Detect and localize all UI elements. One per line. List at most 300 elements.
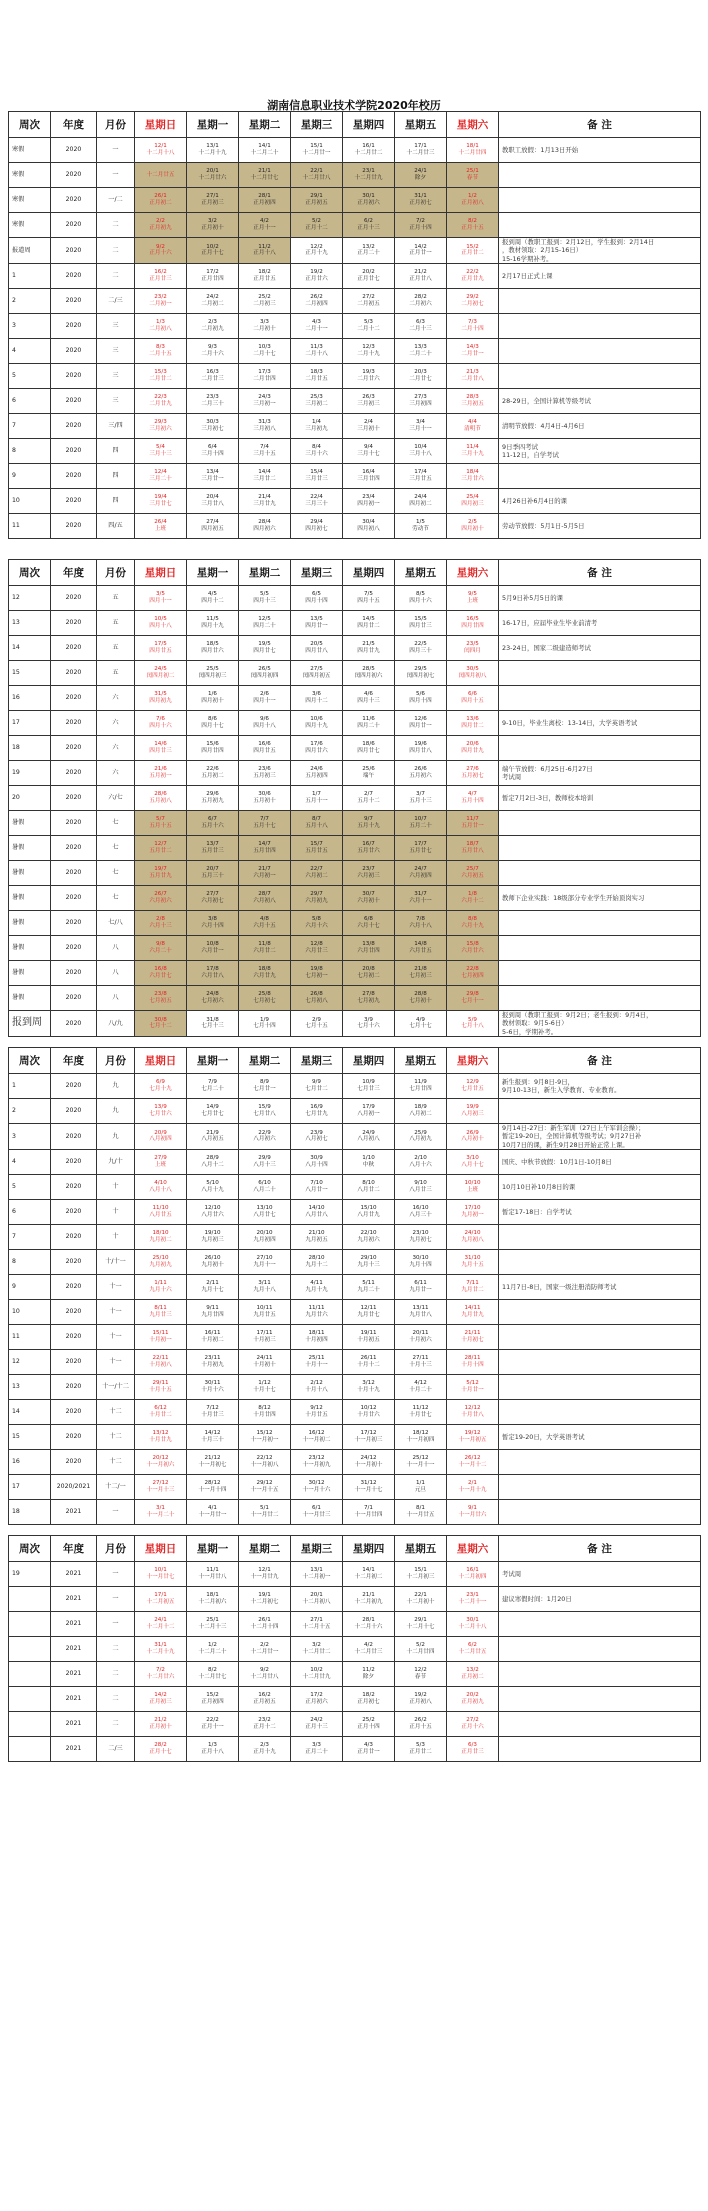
month-cell: 十/十一 xyxy=(97,1249,135,1274)
solar-date: 8/9 xyxy=(259,1079,269,1086)
week-row xyxy=(9,363,701,388)
month-cell: 九 xyxy=(97,1099,135,1124)
week-cell: 15 xyxy=(9,661,51,686)
solar-date: 13/10 xyxy=(256,1205,273,1211)
lunar-date: 四月廿一 xyxy=(305,623,328,629)
lunar-date: 上班 xyxy=(466,598,479,604)
day-cell xyxy=(239,263,291,288)
lunar-date: 七月十四 xyxy=(253,1023,276,1030)
lunar-date: 五月十六 xyxy=(201,823,224,829)
lunar-date: 四月十四 xyxy=(409,698,432,704)
day-cell xyxy=(187,1499,239,1524)
day-cell xyxy=(395,388,447,413)
lunar-date: 四月十五 xyxy=(357,598,380,604)
solar-date: 1/6 xyxy=(207,691,217,698)
lunar-date: 正月初二 xyxy=(461,1674,484,1680)
day-cell xyxy=(239,1662,291,1687)
note-cell xyxy=(499,1324,701,1349)
solar-date: 3/7 xyxy=(415,791,425,798)
month-header: 月份 xyxy=(97,112,135,138)
day-cell xyxy=(239,1149,291,1174)
week-row xyxy=(9,1424,701,1449)
solar-date: 18/4 xyxy=(466,469,479,475)
solar-date: 22/1 xyxy=(414,1592,427,1599)
day-cell xyxy=(447,313,499,338)
day-cell xyxy=(291,163,343,188)
lunar-date: 三月初十 xyxy=(357,425,380,432)
solar-date: 22/9 xyxy=(258,1129,271,1136)
day-cell xyxy=(395,1274,447,1299)
lunar-date: 八月初五 xyxy=(201,1136,224,1143)
lunar-date: 六月初二 xyxy=(305,873,328,879)
solar-date: 16/1 xyxy=(362,143,375,150)
solar-date: 14/2 xyxy=(154,1692,167,1699)
solar-date: 5/1 xyxy=(259,1505,269,1511)
lunar-date: 闰四月初五 xyxy=(302,673,331,679)
day-cell xyxy=(135,338,187,363)
solar-date: 3/2 xyxy=(311,1642,321,1649)
lunar-date: 十一月十四 xyxy=(198,1486,227,1493)
year-cell: 2020 xyxy=(51,1099,97,1124)
weekday-header: 星期二 xyxy=(239,1048,291,1074)
lunar-date: 二月十六 xyxy=(201,350,224,357)
lunar-date: 十一月初九 xyxy=(302,1461,331,1468)
year-cell: 2020 xyxy=(51,238,97,264)
solar-date: 16/11 xyxy=(204,1330,221,1336)
day-cell xyxy=(135,1637,187,1662)
lunar-date: 十一月十六 xyxy=(302,1486,331,1493)
solar-date: 8/2 xyxy=(207,1667,217,1674)
lunar-date: 五月十一 xyxy=(305,798,328,804)
day-cell xyxy=(447,138,499,163)
lunar-date: 九月廿八 xyxy=(409,1311,432,1318)
day-cell xyxy=(187,711,239,736)
day-cell xyxy=(239,338,291,363)
year-cell: 2020 xyxy=(51,786,97,811)
month-cell: 七/八 xyxy=(97,911,135,936)
week-cell: 9 xyxy=(9,463,51,488)
solar-date: 16/3 xyxy=(206,369,219,375)
day-cell xyxy=(291,886,343,911)
solar-date: 10/2 xyxy=(206,243,219,250)
lunar-date: 二月廿八 xyxy=(461,375,484,382)
lunar-date: 三月廿二 xyxy=(253,475,276,482)
day-cell xyxy=(343,1449,395,1474)
month-cell: 一 xyxy=(97,1562,135,1587)
year-cell: 2021 xyxy=(51,1712,97,1737)
solar-date: 2/3 xyxy=(207,319,217,325)
day-cell xyxy=(395,986,447,1011)
lunar-date: 十二月廿七 xyxy=(250,175,279,181)
day-cell xyxy=(395,686,447,711)
solar-date: 12/4 xyxy=(154,469,167,475)
day-cell xyxy=(135,388,187,413)
day-cell xyxy=(395,1474,447,1499)
month-cell: 十一 xyxy=(97,1349,135,1374)
lunar-date: 十一月十二 xyxy=(458,1461,487,1468)
solar-date: 14/3 xyxy=(466,344,479,350)
year-cell: 2020 xyxy=(51,1074,97,1099)
week-cell: 8 xyxy=(9,438,51,463)
day-cell xyxy=(239,438,291,463)
notes-header: 备 注 xyxy=(499,1536,701,1562)
week-cell: 14 xyxy=(9,1399,51,1424)
day-cell xyxy=(395,363,447,388)
solar-date: 18/6 xyxy=(362,741,375,748)
lunar-date: 六月二十 xyxy=(149,948,172,954)
solar-date: 21/3 xyxy=(466,369,479,375)
month-cell: 五 xyxy=(97,611,135,636)
day-cell xyxy=(395,961,447,986)
month-cell: 五 xyxy=(97,586,135,611)
lunar-date: 闰四月 xyxy=(464,648,481,654)
day-cell xyxy=(395,138,447,163)
month-cell: 六 xyxy=(97,686,135,711)
solar-date: 28/1 xyxy=(258,193,271,200)
note-cell: 2月17日正式上课 xyxy=(499,263,701,288)
day-cell xyxy=(343,1662,395,1687)
solar-date: 12/11 xyxy=(360,1305,377,1311)
lunar-date: 四月廿二 xyxy=(461,723,484,729)
lunar-date: 三月廿六 xyxy=(461,475,484,482)
solar-date: 5/11 xyxy=(362,1280,375,1286)
lunar-date: 七月初八 xyxy=(305,998,328,1004)
week-row xyxy=(9,586,701,611)
solar-date: 13/9 xyxy=(154,1104,167,1111)
day-cell xyxy=(239,1324,291,1349)
year-cell: 2021 xyxy=(51,1737,97,1762)
lunar-date: 十二月十二 xyxy=(146,1624,175,1630)
lunar-date: 四月十一 xyxy=(149,598,172,604)
lunar-date: 十二月十九 xyxy=(146,1649,175,1655)
solar-date: 18/1 xyxy=(466,143,479,150)
solar-date: 19/8 xyxy=(310,966,323,973)
note-cell xyxy=(499,338,701,363)
solar-date: 25/1 xyxy=(466,168,479,175)
year-cell: 2021 xyxy=(51,1499,97,1524)
day-cell xyxy=(343,188,395,213)
lunar-date: 六月廿七 xyxy=(149,973,172,979)
day-cell xyxy=(239,1249,291,1274)
lunar-date: 十二月十八 xyxy=(458,1624,487,1630)
day-cell xyxy=(343,936,395,961)
lunar-date: 九月二十 xyxy=(357,1286,380,1293)
solar-date: 2/1 xyxy=(467,1480,477,1486)
note-cell: 考试周 xyxy=(499,1562,701,1587)
day-cell xyxy=(187,188,239,213)
solar-date: 9/12 xyxy=(310,1405,323,1411)
lunar-date: 十二月廿一 xyxy=(250,1649,279,1655)
month-cell: 三/四 xyxy=(97,413,135,438)
solar-date: 17/2 xyxy=(206,269,219,275)
solar-date: 13/2 xyxy=(466,1667,479,1674)
weekday-header: 星期六 xyxy=(447,1048,499,1074)
day-cell xyxy=(447,1712,499,1737)
year-cell: 2020 xyxy=(51,413,97,438)
solar-date: 22/4 xyxy=(310,494,323,500)
solar-date: 31/1 xyxy=(154,1642,167,1649)
solar-date: 12/2 xyxy=(414,1667,427,1674)
week-row xyxy=(9,961,701,986)
day-cell xyxy=(187,388,239,413)
day-cell xyxy=(187,1687,239,1712)
day-cell xyxy=(447,1737,499,1762)
week-cell: 暑假 xyxy=(9,986,51,1011)
day-cell xyxy=(343,1249,395,1274)
day-cell xyxy=(447,1449,499,1474)
weekday-header: 星期五 xyxy=(395,1048,447,1074)
day-cell xyxy=(343,1299,395,1324)
day-cell xyxy=(239,811,291,836)
day-cell xyxy=(343,1099,395,1124)
solar-date: 22/1 xyxy=(310,168,323,175)
lunar-date: 四月初二 xyxy=(409,500,432,507)
day-cell xyxy=(187,1274,239,1299)
lunar-date: 八月初十 xyxy=(461,1136,484,1143)
solar-date: 6/3 xyxy=(467,1742,477,1749)
lunar-date: 十一月初一 xyxy=(250,1436,279,1443)
day-cell xyxy=(447,811,499,836)
lunar-date: 正月初九 xyxy=(149,225,172,231)
lunar-date: 八月十二 xyxy=(201,1161,224,1168)
day-cell xyxy=(343,413,395,438)
day-cell xyxy=(239,363,291,388)
week-cell: 19 xyxy=(9,761,51,786)
lunar-date: 四月初一 xyxy=(357,500,380,507)
solar-date: 22/11 xyxy=(152,1355,169,1361)
day-cell xyxy=(187,438,239,463)
solar-date: 25/11 xyxy=(308,1355,325,1361)
note-cell xyxy=(499,1374,701,1399)
day-cell xyxy=(447,1124,499,1150)
day-cell xyxy=(135,488,187,513)
lunar-date: 九月初七 xyxy=(409,1236,432,1243)
lunar-date: 春节 xyxy=(466,175,479,181)
solar-date: 3/2 xyxy=(207,218,217,225)
day-cell xyxy=(395,1099,447,1124)
solar-date: 21/2 xyxy=(414,269,427,275)
day-cell xyxy=(135,363,187,388)
day-cell xyxy=(343,238,395,264)
lunar-date: 六月十八 xyxy=(409,923,432,929)
week-header: 周次 xyxy=(9,1536,51,1562)
day-cell xyxy=(343,338,395,363)
solar-date: 4/4 xyxy=(467,419,477,425)
month-cell: 十一 xyxy=(97,1274,135,1299)
solar-date: 25/3 xyxy=(310,394,323,400)
week-row xyxy=(9,1199,701,1224)
lunar-date: 十二月十七 xyxy=(406,1624,435,1630)
month-cell: 六 xyxy=(97,761,135,786)
solar-date: 2/4 xyxy=(363,419,373,425)
lunar-date: 春节 xyxy=(414,1674,427,1680)
day-cell xyxy=(135,513,187,538)
solar-date: 26/2 xyxy=(310,294,323,300)
day-cell xyxy=(447,761,499,786)
solar-date: 15/5 xyxy=(414,616,427,623)
solar-date: 20/12 xyxy=(152,1455,169,1461)
solar-date: 13/12 xyxy=(152,1430,169,1436)
day-cell xyxy=(187,1587,239,1612)
lunar-date: 四月廿七 xyxy=(253,648,276,654)
day-cell xyxy=(135,936,187,961)
week-row xyxy=(9,636,701,661)
month-cell: 二 xyxy=(97,1712,135,1737)
day-cell xyxy=(447,163,499,188)
solar-date: 1/7 xyxy=(311,791,321,798)
note-cell: 劳动节放假：5月1日-5月5日 xyxy=(499,513,701,538)
lunar-date: 四月二十 xyxy=(253,623,276,629)
lunar-date: 十二月十九 xyxy=(198,150,227,156)
week-row xyxy=(9,288,701,313)
lunar-date: 二月二十 xyxy=(409,350,432,357)
day-cell xyxy=(187,1449,239,1474)
solar-date: 6/6 xyxy=(467,691,477,698)
day-cell xyxy=(395,1299,447,1324)
week-cell: 13 xyxy=(9,1374,51,1399)
lunar-date: 九月十九 xyxy=(305,1286,328,1293)
note-cell xyxy=(499,288,701,313)
day-cell xyxy=(187,1149,239,1174)
note-cell xyxy=(499,936,701,961)
weekday-header: 星期三 xyxy=(291,112,343,138)
day-cell xyxy=(291,288,343,313)
solar-date: 12/2 xyxy=(310,243,323,250)
lunar-date: 正月初五 xyxy=(253,1699,276,1705)
solar-date: 9/7 xyxy=(363,816,373,823)
week-cell: 报道周 xyxy=(9,238,51,264)
day-cell xyxy=(291,686,343,711)
lunar-date: 十二月廿六 xyxy=(146,1674,175,1680)
lunar-date: 九月十二 xyxy=(305,1261,328,1268)
solar-date: 19/11 xyxy=(360,1330,377,1336)
solar-date: 2/8 xyxy=(155,916,165,923)
solar-date: 23/8 xyxy=(154,991,167,998)
day-cell xyxy=(135,1399,187,1424)
day-cell xyxy=(447,1637,499,1662)
header-row xyxy=(9,1048,701,1074)
day-cell xyxy=(239,188,291,213)
lunar-date: 十二月廿五 xyxy=(458,1649,487,1655)
note-cell: 暂定7月2日-3日，教师校本培训 xyxy=(499,786,701,811)
solar-date: 8/5 xyxy=(415,591,425,598)
day-cell xyxy=(291,1299,343,1324)
day-cell xyxy=(291,1399,343,1424)
week-cell: 18 xyxy=(9,1499,51,1524)
day-cell xyxy=(343,163,395,188)
solar-date: 26/2 xyxy=(414,1717,427,1724)
lunar-date: 十二月二十 xyxy=(250,150,279,156)
solar-date: 28/3 xyxy=(466,394,479,400)
lunar-date: 八月十四 xyxy=(305,1161,328,1168)
solar-date: 9/11 xyxy=(206,1305,219,1311)
solar-date: 5/4 xyxy=(155,444,165,450)
day-cell xyxy=(187,986,239,1011)
week-cell: 寒假 xyxy=(9,163,51,188)
solar-date: 30/8 xyxy=(154,1016,167,1023)
lunar-date: 三月廿八 xyxy=(201,500,224,507)
month-cell: 八 xyxy=(97,936,135,961)
solar-date: 4/3 xyxy=(311,319,321,325)
solar-date: 27/5 xyxy=(310,666,323,673)
lunar-date: 四月十九 xyxy=(201,623,224,629)
solar-date: 6/3 xyxy=(415,319,425,325)
lunar-date: 六月廿二 xyxy=(253,948,276,954)
lunar-date: 七月廿七 xyxy=(201,1111,224,1117)
lunar-date: 十二月廿四 xyxy=(458,150,487,156)
solar-date: 20/4 xyxy=(206,494,219,500)
lunar-date: 五月廿一 xyxy=(461,823,484,829)
lunar-date: 六月初三 xyxy=(357,873,380,879)
week-row xyxy=(9,736,701,761)
solar-date: 19/2 xyxy=(310,269,323,275)
lunar-date: 十二月十五 xyxy=(302,1624,331,1630)
weekday-header: 星期日 xyxy=(135,1536,187,1562)
solar-date: 4/2 xyxy=(363,1642,373,1649)
lunar-date: 四月廿三 xyxy=(409,623,432,629)
day-cell xyxy=(447,1224,499,1249)
day-cell xyxy=(187,1474,239,1499)
solar-date: 16/10 xyxy=(412,1205,429,1211)
solar-date: 4/8 xyxy=(259,916,269,923)
lunar-date: 正月廿五 xyxy=(253,275,276,282)
lunar-date: 七月十八 xyxy=(461,1023,484,1030)
solar-date: 24/11 xyxy=(256,1355,273,1361)
day-cell xyxy=(187,661,239,686)
day-cell xyxy=(447,463,499,488)
lunar-date: 十月十二 xyxy=(357,1361,380,1368)
day-cell xyxy=(343,1374,395,1399)
solar-date: 10/1 xyxy=(154,1567,167,1574)
calendar-block-3 xyxy=(8,1047,700,1525)
lunar-date: 六月廿六 xyxy=(461,948,484,954)
day-cell xyxy=(135,986,187,1011)
month-cell: 三 xyxy=(97,388,135,413)
month-header: 月份 xyxy=(97,1048,135,1074)
solar-date: 24/4 xyxy=(414,494,427,500)
year-header: 年度 xyxy=(51,560,97,586)
lunar-date: 十二月初四 xyxy=(458,1574,487,1580)
week-row xyxy=(9,711,701,736)
week-row xyxy=(9,611,701,636)
lunar-date: 八月十七 xyxy=(461,1161,484,1168)
day-cell xyxy=(187,1562,239,1587)
day-cell xyxy=(447,1149,499,1174)
day-cell xyxy=(447,363,499,388)
solar-date: 26/3 xyxy=(362,394,375,400)
solar-date: 14/12 xyxy=(204,1430,221,1436)
solar-date: 26/5 xyxy=(258,666,271,673)
solar-date: 26/8 xyxy=(310,991,323,998)
day-cell xyxy=(187,1737,239,1762)
day-cell xyxy=(239,586,291,611)
week-row xyxy=(9,1399,701,1424)
lunar-date: 十一月初四 xyxy=(406,1436,435,1443)
solar-date: 5/2 xyxy=(311,218,321,225)
lunar-date: 八月三十 xyxy=(409,1211,432,1218)
lunar-date: 四月廿二 xyxy=(357,623,380,629)
day-cell xyxy=(395,1662,447,1687)
lunar-date: 十二月十一 xyxy=(458,1599,487,1605)
solar-date: 23/1 xyxy=(466,1592,479,1599)
solar-date: 1/10 xyxy=(362,1155,375,1161)
lunar-date: 九月十七 xyxy=(201,1286,224,1293)
day-cell xyxy=(343,736,395,761)
year-cell: 2020 xyxy=(51,438,97,463)
week-row xyxy=(9,811,701,836)
solar-date: 8/6 xyxy=(207,716,217,723)
day-cell xyxy=(135,861,187,886)
